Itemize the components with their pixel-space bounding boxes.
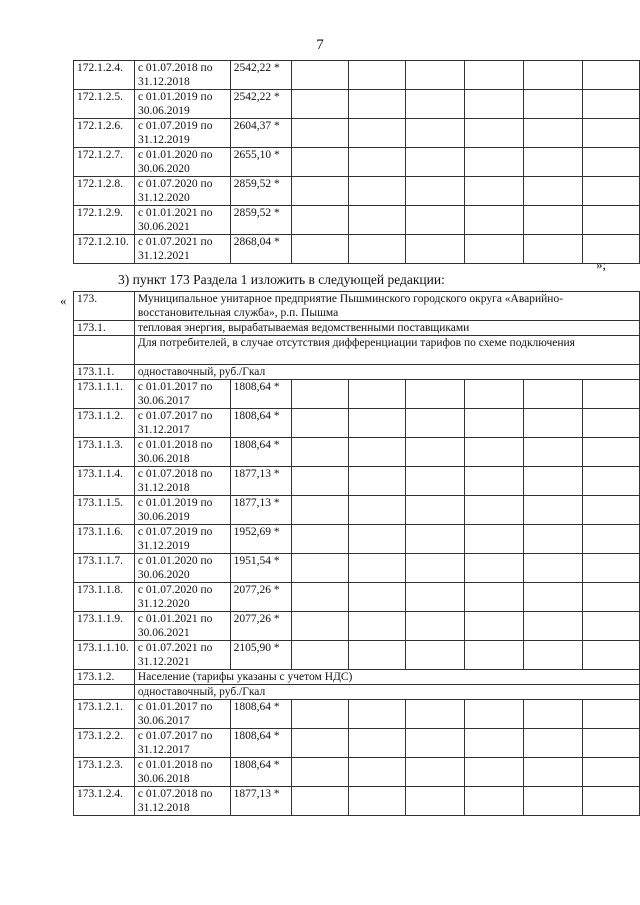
empty-cell	[523, 61, 582, 90]
row-code: 173.1.2.1.	[74, 700, 135, 729]
empty-cell	[348, 438, 405, 467]
closing-quote-mark: »;	[596, 257, 607, 272]
empty-cell	[405, 235, 464, 264]
empty-cell	[523, 380, 582, 409]
opening-quote-mark: «	[60, 293, 67, 308]
section-row	[74, 321, 640, 336]
table-row	[74, 409, 640, 438]
empty-cell	[291, 612, 348, 641]
row-code: 173.1.1.6.	[74, 525, 135, 554]
row-value: 1877,13 *	[230, 496, 291, 525]
empty-cell	[348, 525, 405, 554]
row-period: с 01.01.2019 по 30.06.2019	[134, 90, 230, 119]
table-row	[74, 438, 640, 467]
empty-cell	[464, 119, 523, 148]
table-row	[74, 554, 640, 583]
table-row	[74, 700, 640, 729]
empty-cell	[348, 177, 405, 206]
empty-cell	[348, 206, 405, 235]
empty-cell	[582, 467, 639, 496]
empty-cell	[348, 235, 405, 264]
empty-cell	[405, 177, 464, 206]
table-row	[74, 496, 640, 525]
row-period: с 01.07.2020 по 31.12.2020	[134, 177, 230, 206]
row-value: 1808,64 *	[230, 409, 291, 438]
row-period: с 01.01.2018 по 30.06.2018	[134, 758, 230, 787]
subsection-2-rate-row	[74, 685, 640, 700]
empty-cell	[291, 206, 348, 235]
row-value: 2859,52 *	[230, 177, 291, 206]
row-value: 1808,64 *	[230, 438, 291, 467]
empty-cell	[582, 148, 639, 177]
empty-cell	[464, 496, 523, 525]
empty-cell	[348, 61, 405, 90]
empty-cell	[291, 583, 348, 612]
top-rows	[74, 61, 640, 264]
empty-cell	[523, 438, 582, 467]
empty-cell	[582, 119, 639, 148]
row-period: с 01.01.2020 по 30.06.2020	[134, 148, 230, 177]
empty-cell	[582, 380, 639, 409]
row-code: 173.1.1.4.	[74, 467, 135, 496]
subsection-2-title: Население (тарифы указаны с учетом НДС)	[134, 670, 639, 685]
org-name: Муниципальное унитарное предприятие Пышминского городского округа «Аварийно-восстановительная служба», р.п. Пышма	[134, 292, 639, 321]
empty-cell	[523, 119, 582, 148]
row-code: 172.1.2.8.	[74, 177, 135, 206]
empty-cell	[291, 641, 348, 670]
empty-cell	[348, 119, 405, 148]
empty-cell	[582, 177, 639, 206]
empty-cell	[464, 206, 523, 235]
subsection-1-title: одноставочный, руб./Гкал	[134, 365, 639, 380]
empty-cell	[464, 758, 523, 787]
subsection-1-rows	[74, 380, 640, 670]
empty-cell	[348, 496, 405, 525]
subsection-2-rate: одноставочный, руб./Гкал	[134, 685, 639, 700]
row-code: 173.1.1.2.	[74, 409, 135, 438]
subsection-1-row	[74, 365, 640, 380]
table-row	[74, 148, 640, 177]
empty-cell	[405, 583, 464, 612]
empty-cell	[291, 409, 348, 438]
empty-cell	[523, 583, 582, 612]
table-row	[74, 729, 640, 758]
empty-cell	[464, 525, 523, 554]
empty-cell	[348, 467, 405, 496]
empty-cell	[348, 554, 405, 583]
row-code: 172.1.2.10.	[74, 235, 135, 264]
empty-cell	[348, 641, 405, 670]
table-row	[74, 90, 640, 119]
table-row	[74, 641, 640, 670]
empty-cell	[582, 554, 639, 583]
empty-cell	[291, 177, 348, 206]
empty-cell	[464, 61, 523, 90]
row-code: 173.1.1.7.	[74, 554, 135, 583]
section-code: 173.1.	[74, 321, 135, 336]
empty-cell	[405, 758, 464, 787]
empty-cell	[348, 380, 405, 409]
page-number: 7	[316, 37, 324, 53]
empty-cell	[405, 380, 464, 409]
section-title: тепловая энергия, вырабатываемая ведомственными поставщиками	[134, 321, 639, 336]
row-code: 173.1.1.1.	[74, 380, 135, 409]
row-value: 2542,22 *	[230, 61, 291, 90]
empty-cell	[291, 380, 348, 409]
table-row	[74, 758, 640, 787]
empty-cell	[464, 438, 523, 467]
row-period: с 01.01.2020 по 30.06.2020	[134, 554, 230, 583]
org-row	[74, 292, 640, 321]
row-code: 173.1.1.5.	[74, 496, 135, 525]
empty-cell	[523, 90, 582, 119]
empty-cell	[582, 641, 639, 670]
tariff-table-top	[73, 60, 640, 264]
row-period: с 01.07.2017 по 31.12.2017	[134, 729, 230, 758]
row-value: 1808,64 *	[230, 380, 291, 409]
empty-cell	[464, 380, 523, 409]
row-value: 1877,13 *	[230, 787, 291, 816]
empty-cell	[582, 729, 639, 758]
table-row	[74, 206, 640, 235]
empty-cell	[405, 525, 464, 554]
row-period: с 01.07.2018 по 31.12.2018	[134, 61, 230, 90]
row-period: с 01.07.2017 по 31.12.2017	[134, 409, 230, 438]
empty-cell	[405, 700, 464, 729]
row-value: 1877,13 *	[230, 467, 291, 496]
amendment-instruction: 3) пункт 173 Раздела 1 изложить в следующей редакции:	[118, 272, 445, 287]
empty-cell	[523, 409, 582, 438]
empty-cell	[464, 467, 523, 496]
empty-cell	[291, 758, 348, 787]
row-period: с 01.01.2017 по 30.06.2017	[134, 380, 230, 409]
row-code: 172.1.2.6.	[74, 119, 135, 148]
empty-cell	[348, 612, 405, 641]
empty-cell	[523, 641, 582, 670]
empty-cell	[405, 467, 464, 496]
row-period: с 01.07.2019 по 31.12.2019	[134, 119, 230, 148]
empty-cell	[291, 496, 348, 525]
empty-cell	[464, 235, 523, 264]
empty-cell	[582, 438, 639, 467]
empty-cell	[405, 612, 464, 641]
empty-cell	[348, 90, 405, 119]
row-value: 2542,22 *	[230, 90, 291, 119]
empty-cell	[405, 787, 464, 816]
row-period: с 01.07.2018 по 31.12.2018	[134, 467, 230, 496]
row-period: с 01.07.2021 по 31.12.2021	[134, 235, 230, 264]
row-period: с 01.07.2018 по 31.12.2018	[134, 787, 230, 816]
empty-cell	[523, 700, 582, 729]
table-row	[74, 612, 640, 641]
subsection-2-row	[74, 670, 640, 685]
row-code: 173.1.2.3.	[74, 758, 135, 787]
row-value: 2655,10 *	[230, 148, 291, 177]
empty-cell	[582, 61, 639, 90]
empty-cell	[582, 787, 639, 816]
empty-cell	[464, 729, 523, 758]
row-value: 1951,54 *	[230, 554, 291, 583]
row-value: 2604,37 *	[230, 119, 291, 148]
empty-cell	[523, 235, 582, 264]
empty-cell	[582, 235, 639, 264]
empty-cell	[464, 409, 523, 438]
row-period: с 01.07.2019 по 31.12.2019	[134, 525, 230, 554]
empty-cell	[291, 235, 348, 264]
empty-cell	[523, 177, 582, 206]
row-code: 173.1.1.10.	[74, 641, 135, 670]
empty-cell	[464, 177, 523, 206]
empty-cell	[523, 758, 582, 787]
empty-cell	[464, 641, 523, 670]
empty-cell	[523, 148, 582, 177]
empty-cell	[405, 148, 464, 177]
row-period: с 01.01.2021 по 30.06.2021	[134, 206, 230, 235]
empty-cell	[348, 758, 405, 787]
empty-cell	[582, 700, 639, 729]
table-row	[74, 235, 640, 264]
empty-cell	[464, 583, 523, 612]
empty-cell	[523, 467, 582, 496]
empty-cell	[523, 525, 582, 554]
table-row	[74, 583, 640, 612]
table-row	[74, 177, 640, 206]
empty-cell	[348, 583, 405, 612]
table-row	[74, 119, 640, 148]
empty-cell	[523, 554, 582, 583]
empty-cell	[523, 787, 582, 816]
empty-cell	[291, 438, 348, 467]
row-code: 172.1.2.9.	[74, 206, 135, 235]
empty-cell	[291, 787, 348, 816]
empty-cell	[405, 438, 464, 467]
row-value: 1808,64 *	[230, 758, 291, 787]
empty-cell	[464, 554, 523, 583]
empty-cell	[582, 525, 639, 554]
row-code: 173.1.2.4.	[74, 787, 135, 816]
consumers-code-cell	[74, 336, 135, 365]
subsection-2-code: 173.1.2.	[74, 670, 135, 685]
empty-cell	[405, 496, 464, 525]
empty-cell	[405, 119, 464, 148]
empty-cell	[405, 206, 464, 235]
empty-cell	[523, 729, 582, 758]
empty-cell	[291, 90, 348, 119]
table-row	[74, 467, 640, 496]
empty-cell	[348, 729, 405, 758]
empty-cell	[405, 641, 464, 670]
empty-cell	[291, 729, 348, 758]
empty-cell	[582, 758, 639, 787]
tariff-table-main	[73, 291, 640, 816]
empty-cell	[291, 525, 348, 554]
empty-cell	[464, 700, 523, 729]
empty-cell	[523, 206, 582, 235]
table-row	[74, 525, 640, 554]
empty-cell	[582, 206, 639, 235]
empty-cell	[582, 496, 639, 525]
empty-cell	[348, 148, 405, 177]
empty-cell	[464, 612, 523, 641]
row-period: с 01.01.2018 по 30.06.2018	[134, 438, 230, 467]
empty-cell	[348, 409, 405, 438]
row-value: 1808,64 *	[230, 729, 291, 758]
empty-cell	[582, 409, 639, 438]
row-value: 1952,69 *	[230, 525, 291, 554]
empty-cell	[291, 61, 348, 90]
empty-cell	[582, 90, 639, 119]
table-row	[74, 61, 640, 90]
empty-cell	[348, 787, 405, 816]
table-row	[74, 380, 640, 409]
row-value: 2105,90 *	[230, 641, 291, 670]
org-code: 173.	[74, 292, 135, 321]
empty-cell	[348, 700, 405, 729]
row-value: 1808,64 *	[230, 700, 291, 729]
empty-cell	[582, 612, 639, 641]
row-code: 173.1.1.3.	[74, 438, 135, 467]
row-period: с 01.01.2021 по 30.06.2021	[134, 612, 230, 641]
row-period: с 01.07.2020 по 31.12.2020	[134, 583, 230, 612]
empty-cell	[464, 787, 523, 816]
row-code: 173.1.1.9.	[74, 612, 135, 641]
empty-cell	[291, 700, 348, 729]
row-value: 2859,52 *	[230, 206, 291, 235]
table-row	[74, 787, 640, 816]
row-period: с 01.01.2017 по 30.06.2017	[134, 700, 230, 729]
row-value: 2077,26 *	[230, 583, 291, 612]
row-code: 173.1.2.2.	[74, 729, 135, 758]
subsection-2-rows	[74, 700, 640, 816]
empty-cell	[405, 90, 464, 119]
empty-cell	[291, 148, 348, 177]
empty-cell	[291, 467, 348, 496]
empty-cell	[464, 90, 523, 119]
row-value: 2077,26 *	[230, 612, 291, 641]
empty-cell	[405, 409, 464, 438]
consumers-title: Для потребителей, в случае отсутствия дифференциации тарифов по схеме подключения	[134, 336, 639, 365]
row-code: 172.1.2.7.	[74, 148, 135, 177]
empty-cell	[405, 729, 464, 758]
empty-cell	[523, 612, 582, 641]
subsection-2-rate-code-cell	[74, 685, 135, 700]
empty-cell	[582, 583, 639, 612]
row-code: 172.1.2.4.	[74, 61, 135, 90]
row-code: 173.1.1.8.	[74, 583, 135, 612]
row-period: с 01.07.2021 по 31.12.2021	[134, 641, 230, 670]
empty-cell	[523, 496, 582, 525]
row-period: с 01.01.2019 по 30.06.2019	[134, 496, 230, 525]
subsection-1-code: 173.1.1.	[74, 365, 135, 380]
empty-cell	[405, 554, 464, 583]
empty-cell	[291, 554, 348, 583]
empty-cell	[291, 119, 348, 148]
consumers-row	[74, 336, 640, 365]
row-code: 172.1.2.5.	[74, 90, 135, 119]
empty-cell	[405, 61, 464, 90]
row-value: 2868,04 *	[230, 235, 291, 264]
empty-cell	[464, 148, 523, 177]
